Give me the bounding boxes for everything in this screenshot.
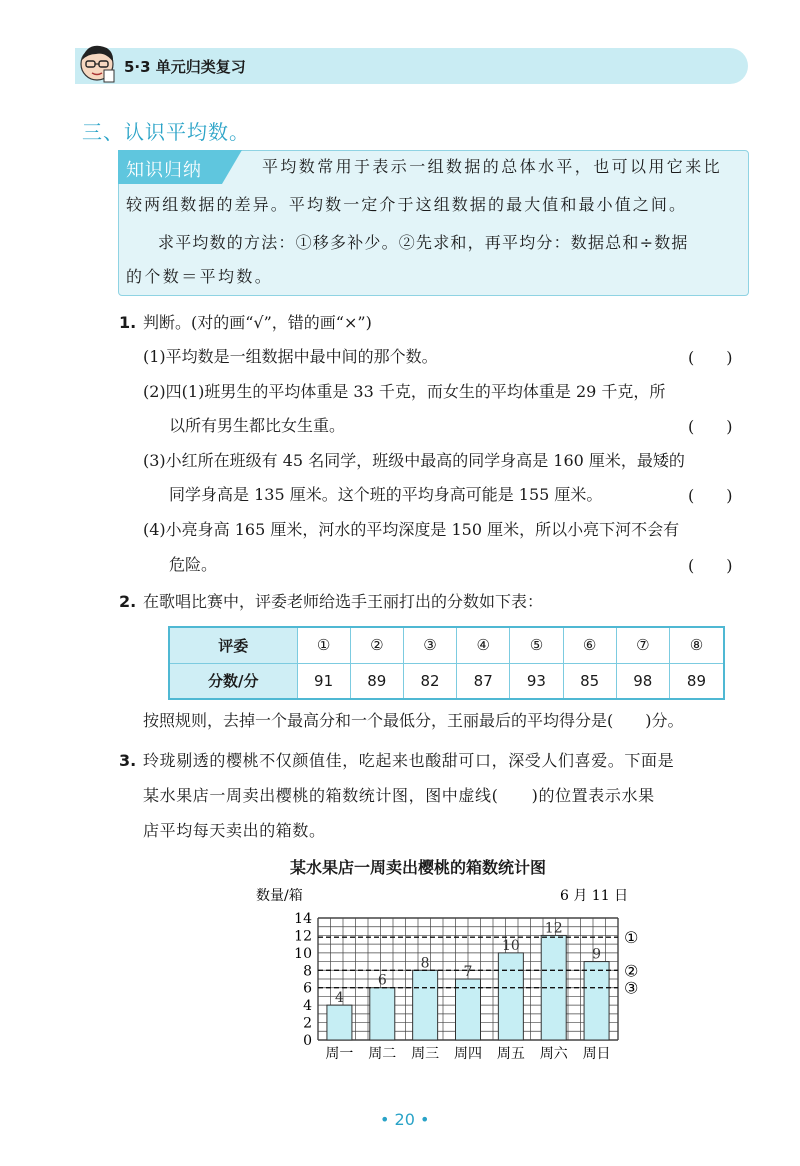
bar-value-label: 10 (501, 937, 520, 954)
q3-number: 3. (119, 751, 137, 770)
knowledge-line-4: 的个数＝平均数。 (126, 267, 274, 286)
score-cell: 91 (297, 663, 350, 699)
bar-value-label: 8 (420, 955, 430, 972)
q1-answer-1[interactable]: ( ) (688, 348, 733, 367)
x-tick-label: 周日 (582, 1046, 611, 1062)
bar-value-label: 9 (592, 946, 602, 963)
q1-answer-4[interactable]: ( ) (688, 556, 733, 575)
y-tick-label: 4 (303, 998, 312, 1015)
q2-text: 在歌唱比赛中，评委老师给选手王丽打出的分数如下表： (143, 592, 544, 611)
q1-item-2-line-2: 以所有男生都比女生重。 (169, 416, 346, 435)
q1-number: 1. (119, 313, 137, 332)
table-header-score: 分数/分 (169, 663, 297, 699)
judge-cell: ⑦ (616, 627, 669, 663)
q3-line-2: 某水果店一周卖出樱桃的箱数统计图，图中虚线( )的位置表示水果 (143, 786, 655, 805)
bar-value-label: 7 (463, 964, 473, 980)
q1-answer-3[interactable]: ( ) (688, 486, 733, 505)
table-header-judge: 评委 (169, 627, 297, 663)
q1-item-3-line-1: (3)小红所在班级有 45 名同学，班级中最高的同学身高是 160 厘米，最矮的 (143, 451, 685, 470)
bar (584, 962, 609, 1040)
knowledge-line-1: 平均数常用于表示一组数据的总体水平，也可以用它来比 (262, 157, 723, 176)
q3-line-1: 玲珑剔透的樱桃不仅颜值佳，吃起来也酸甜可口，深受人们喜爱。下面是 (143, 751, 675, 770)
judge-cell: ⑧ (669, 627, 724, 663)
bar (370, 988, 395, 1040)
y-tick-label: 2 (303, 1015, 312, 1032)
q1-text: 判断。(对的画“√”，错的画“×”) (143, 313, 372, 332)
score-cell: 93 (510, 663, 563, 699)
judge-cell: ④ (457, 627, 510, 663)
q1-item-1: (1)平均数是一组数据中最中间的那个数。 (143, 347, 438, 366)
chart-date-label: 6 月 11 日 (560, 888, 629, 904)
knowledge-line-3: 求平均数的方法：①移多补少。②先求和，再平均分：数据总和÷数据 (158, 233, 689, 252)
q2-follow-text: 按照规则，去掉一个最高分和一个最低分，王丽最后的平均得分是( )分。 (143, 711, 684, 730)
x-tick-label: 周六 (539, 1046, 568, 1062)
q1-item-3-line-2: 同学身高是 135 厘米。这个班的平均身高可能是 155 厘米。 (169, 485, 603, 504)
knowledge-line-2: 较两组数据的差异。平均数一定介于这组数据的最大值和最小值之间。 (126, 195, 688, 214)
score-cell: 82 (403, 663, 456, 699)
x-tick-label: 周一 (325, 1046, 354, 1062)
bar (327, 1005, 352, 1040)
page-number: • 20 • (380, 1110, 430, 1129)
chart-title: 某水果店一周卖出樱桃的箱数统计图 (290, 858, 547, 877)
bar-value-label: 6 (377, 972, 387, 989)
bar-value-label: 12 (544, 920, 563, 937)
q1-item-4-line-1: (4)小亮身高 165 厘米，河水的平均深度是 150 厘米，所以小亮下河不会有 (143, 520, 680, 539)
x-tick-label: 周四 (454, 1046, 482, 1062)
knowledge-badge: 知识归纳 (126, 160, 202, 181)
q1-item-2-line-1: (2)四(1)班男生的平均体重是 33 千克，而女生的平均体重是 29 千克，所 (143, 382, 666, 401)
x-tick-label: 周五 (496, 1046, 525, 1062)
score-cell: 89 (669, 663, 724, 699)
x-tick-label: 周二 (368, 1046, 397, 1062)
reference-line-label: ① (624, 928, 639, 948)
bar-value-label: 4 (334, 990, 344, 1007)
q3-line-3: 店平均每天卖出的箱数。 (143, 821, 326, 840)
q1-item-4-line-2: 危险。 (169, 555, 218, 574)
banner-title: 5·3 单元归类复习 (124, 58, 246, 76)
section-title: 三、认识平均数。 (82, 120, 250, 144)
judge-cell: ③ (403, 627, 456, 663)
chart-ylabel: 数量/箱 (256, 888, 303, 904)
y-tick-label: 0 (303, 1033, 312, 1049)
judge-cell: ① (297, 627, 350, 663)
judge-cell: ⑤ (510, 627, 563, 663)
bar (456, 979, 481, 1040)
score-cell: 98 (616, 663, 669, 699)
y-tick-label: 8 (303, 963, 312, 980)
y-tick-label: 12 (294, 928, 312, 945)
x-tick-label: 周三 (411, 1046, 440, 1062)
judge-cell: ⑥ (563, 627, 616, 663)
q1-answer-2[interactable]: ( ) (688, 417, 733, 436)
y-tick-label: 14 (294, 911, 312, 927)
bar (498, 953, 523, 1040)
bar (413, 970, 438, 1040)
y-tick-label: 10 (294, 945, 312, 962)
judge-cell: ② (350, 627, 403, 663)
reference-line-label: ② (624, 961, 639, 981)
reference-line-label: ③ (624, 978, 639, 998)
score-cell: 85 (563, 663, 616, 699)
y-tick-label: 6 (303, 980, 312, 997)
score-cell: 87 (457, 663, 510, 699)
score-cell: 89 (350, 663, 403, 699)
q2-number: 2. (119, 592, 137, 611)
